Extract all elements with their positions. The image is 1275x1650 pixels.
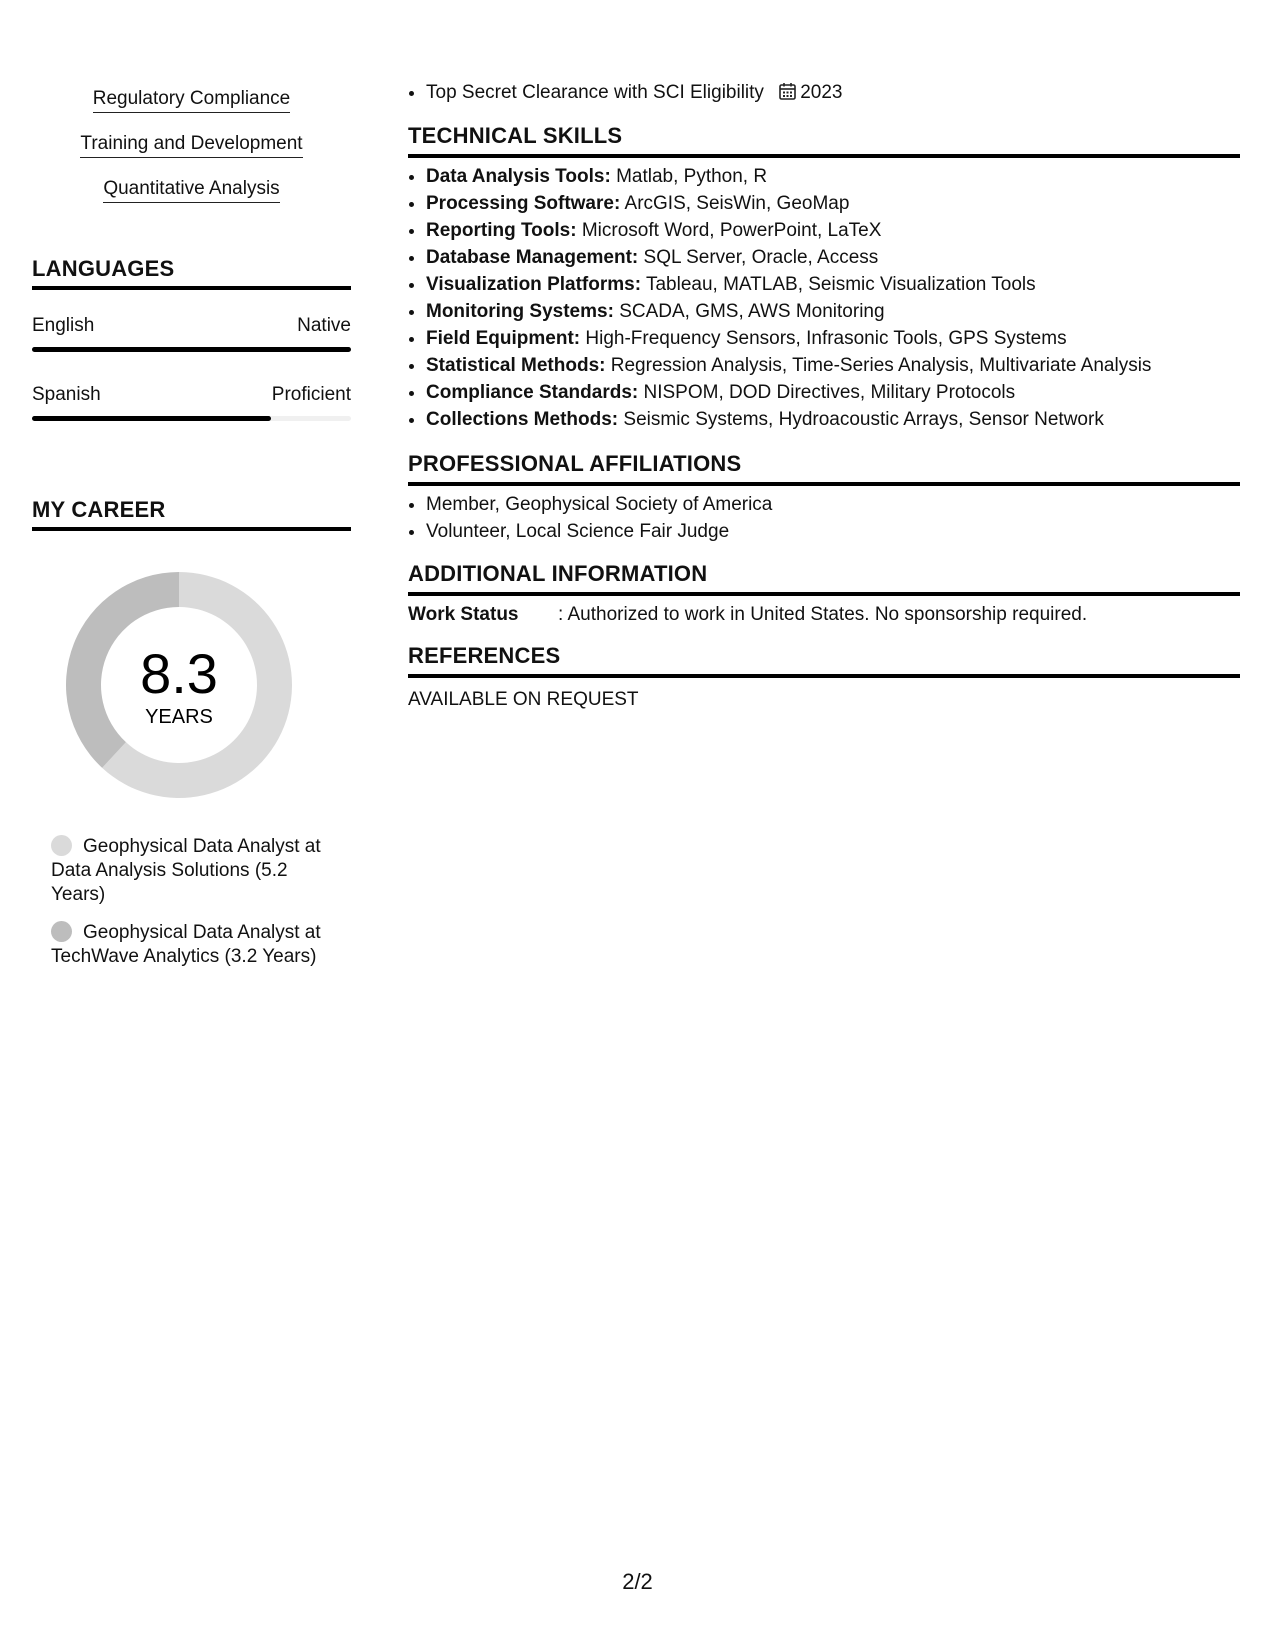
affiliations-heading: PROFESSIONAL AFFILIATIONS	[408, 451, 1240, 486]
skill-category-value: Tableau, MATLAB, Seismic Visualization Tools	[645, 274, 1036, 295]
legend-dot-icon	[51, 835, 72, 856]
skills-list	[32, 88, 351, 223]
technical-skills-list	[408, 163, 1240, 433]
legend-dot-icon	[51, 921, 72, 942]
skill-label: Quantitative Analysis	[103, 178, 279, 203]
references-section	[408, 643, 1240, 712]
page-number: 2/2	[622, 1569, 653, 1594]
skill-category-label: Visualization Platforms:	[426, 274, 642, 295]
skill-category-label: Compliance Standards:	[426, 382, 639, 403]
skill-category-label: Statistical Methods:	[426, 355, 606, 376]
languages-section	[32, 256, 351, 421]
additional-info-heading: ADDITIONAL INFORMATION	[408, 561, 1240, 596]
technical-skill-item	[426, 244, 1240, 271]
skill-item	[32, 88, 351, 133]
skill-category-value: SQL Server, Oracle, Access	[643, 247, 879, 268]
skill-category-value: Matlab, Python, R	[616, 166, 768, 187]
technical-skill-item	[426, 379, 1240, 406]
career-legend-item	[32, 921, 341, 969]
references-text: AVAILABLE ON REQUEST	[408, 689, 639, 710]
skill-category-value: Regression Analysis, Time-Series Analysis, Multivariate Analysis	[610, 355, 1152, 376]
language-item	[32, 384, 351, 421]
technical-skills-section	[408, 123, 1240, 433]
affiliation-item: • Volunteer, Local Science Fair Judge	[426, 518, 1240, 545]
additional-info-section	[408, 561, 1240, 627]
skill-category-label: Processing Software:	[426, 193, 621, 214]
career-section	[32, 497, 351, 969]
technical-skill-item	[426, 406, 1240, 433]
language-name: English	[32, 315, 95, 336]
language-level: Proficient	[271, 384, 351, 405]
skill-category-value: High-Frequency Sensors, Infrasonic Tools, GPS Systems	[585, 328, 1067, 349]
technical-skill-item	[426, 352, 1240, 379]
technical-skill-item	[426, 190, 1240, 217]
skill-category-value: Microsoft Word, PowerPoint, LaTeX	[581, 220, 882, 241]
language-proficiency-bar	[32, 347, 351, 352]
technical-skill-item	[426, 298, 1240, 325]
languages-heading: LANGUAGES	[32, 256, 351, 290]
skill-category-label: Monitoring Systems:	[426, 301, 614, 322]
language-proficiency-fill	[32, 416, 271, 421]
language-proficiency-fill	[32, 347, 351, 352]
career-entry-text: Geophysical Data Analyst at Data Analysis Solutions (5.2 Years)	[51, 836, 321, 905]
work-status-row	[408, 603, 1240, 627]
career-heading: MY CAREER	[32, 497, 351, 531]
skill-category-value: SCADA, GMS, AWS Monitoring	[619, 301, 885, 322]
skill-category-label: Collections Methods:	[426, 409, 619, 430]
technical-skills-heading: TECHNICAL SKILLS	[408, 123, 1240, 158]
technical-skill-item	[426, 325, 1240, 352]
skill-label: Training and Development	[80, 133, 302, 158]
technical-skill-item	[426, 271, 1240, 298]
career-total-value: 8.3	[140, 642, 218, 705]
technical-skill-item	[426, 163, 1240, 190]
skill-category-label: Reporting Tools:	[426, 220, 577, 241]
career-total-unit: YEARS	[145, 706, 213, 728]
career-donut-chart	[66, 572, 292, 798]
career-entry-text: Geophysical Data Analyst at TechWave Analytics (3.2 Years)	[51, 922, 321, 967]
language-name: Spanish	[32, 384, 101, 405]
skill-category-value: ArcGIS, SeisWin, GeoMap	[624, 193, 850, 214]
certification-text: Top Secret Clearance with SCI Eligibility	[426, 82, 764, 103]
career-legend-item	[32, 835, 341, 907]
affiliations-list	[408, 491, 1240, 545]
calendar-icon	[779, 81, 796, 108]
skill-category-value: Seismic Systems, Hydroacoustic Arrays, Sensor Network	[623, 409, 1104, 430]
work-status-label: Work Status	[408, 604, 519, 625]
affiliation-item: • Member, Geophysical Society of America	[426, 491, 1240, 518]
technical-skill-item	[426, 217, 1240, 244]
language-item	[32, 315, 351, 352]
certification-list	[408, 79, 842, 108]
language-level: Native	[297, 315, 351, 336]
skill-category-value: NISPOM, DOD Directives, Military Protocols	[643, 382, 1016, 403]
skill-item	[32, 133, 351, 178]
certification-year: 2023	[800, 82, 843, 103]
skill-item	[32, 178, 351, 223]
references-heading: REFERENCES	[408, 643, 1240, 678]
career-legend	[32, 835, 351, 969]
certification-item	[426, 79, 842, 108]
work-status-value: : Authorized to work in United States. No sponsorship required.	[558, 604, 1088, 625]
affiliations-section	[408, 451, 1240, 545]
skill-category-label: Database Management:	[426, 247, 639, 268]
skill-category-label: Field Equipment:	[426, 328, 581, 349]
language-proficiency-bar	[32, 416, 351, 421]
skill-label: Regulatory Compliance	[93, 88, 291, 113]
skill-category-label: Data Analysis Tools:	[426, 166, 611, 187]
